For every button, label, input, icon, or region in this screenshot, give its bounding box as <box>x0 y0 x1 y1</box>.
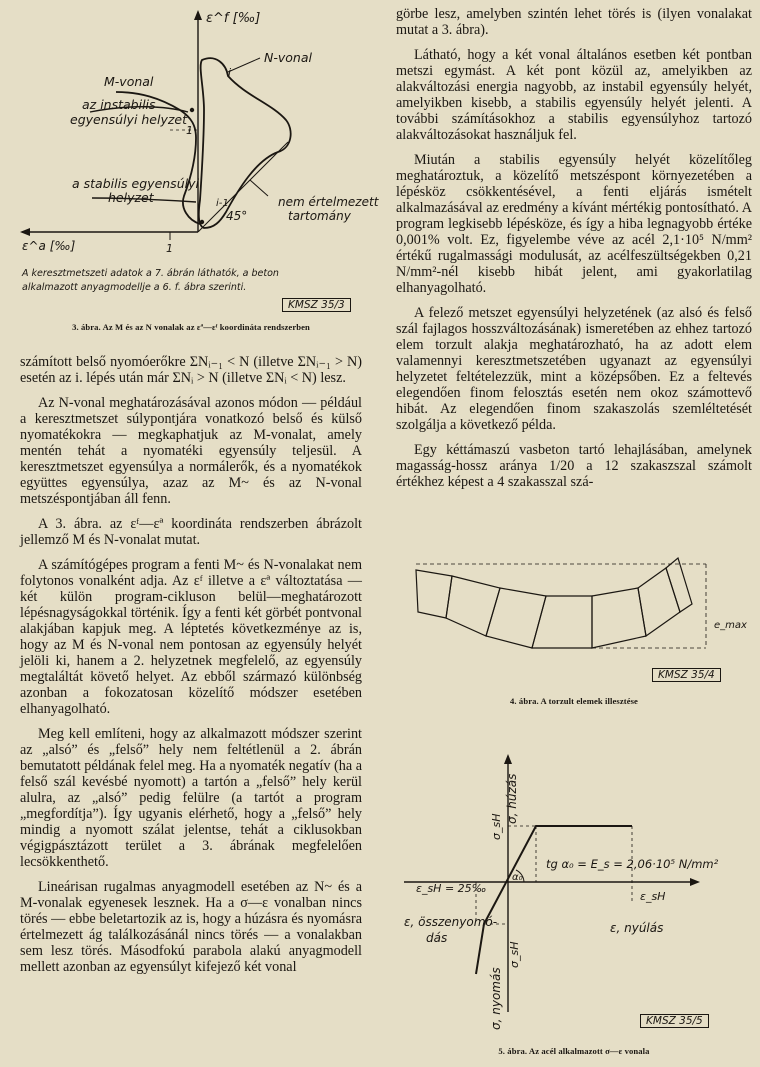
fig5-sigma-down-label: σ, nyomás <box>489 967 503 1030</box>
left-paragraph-4: A számítógépes program a fenti M~ és N-vonalakat nem folytonos vonalként adja. Az εᶠ illetve a εª változtatása — két külön program-cikluson belül—meghatározott lépésnagyságokkal történik. Így a fenti két görbét pontvonal alakjában kapjuk meg. A léptetés következménye az is, hogy az M és N-vonal nem pontosan az egyensúly helyét jelöli ki, hanem a 2. helyzetnek megfelelő, az egyensúly megtaláltát követő helyet. Az ebből származó különbség azonban a fokozatosan közelítő módszer esetében elhanyagolható. <box>20 557 362 717</box>
fig5-eps-sh-right: ε_sH <box>640 890 666 903</box>
fig4-code-box: KMSZ 35/4 <box>652 668 721 682</box>
fig3-instabil-label-2: egyensúlyi helyzet <box>70 112 188 127</box>
fig5-formula: tg α₀ = E_s = 2,06·10⁵ N/mm² <box>546 857 719 871</box>
fig3-note-2: alkalmazott anyagmodellje a 6. f. ábra szerinti. <box>22 282 247 293</box>
fig5-code-box: KMSZ 35/5 <box>640 1014 709 1028</box>
fig3-caption: 3. ábra. Az M és az N vonalak az εª—εᶠ koordináta rendszerben <box>72 322 310 332</box>
right-paragraph-4: A felező metszet egyensúlyi helyzetének (az alsó és felső szál fajlagos hosszváltozásának) ismeretében az ehhez tartozó elem torzult alakja meghatározható, ha az adott elem valamennyi keresztmetszetében ugyanazt az egyensúlyi helyzetet feltételezzük, mint a középsőben. Ez a feltevés elegendően finom felosztás esetén nem okoz számottevő hibát. Az elegendően finom szakaszolás szemléltetését szolgálja a következő példa. <box>396 305 752 433</box>
fig4-caption: 4. ábra. A torzult elemek illesztése <box>510 696 638 706</box>
fig3-tick-one-y: 1 <box>186 124 193 137</box>
fig3-axis-x-label: ε^a [‰] <box>22 239 76 253</box>
left-paragraph-6: Lineárisan rugalmas anyagmodell esetében az N~ és a M-vonalak egyenesek lesznek. Ha a σ—ε vonalban nincs törés — ebbe beletartozik az is, hogy a húzásra és nyomásra értelmezett ág találkozásánál nincs törés — a vonalakban sem lesz törés. Másodfokú parabola alakú anyagmodell mellett azonban az egyensúlyt kifejező két vonal <box>20 879 362 975</box>
right-paragraph-3: Miután a stabilis egyensúly helyét közelítőleg meghatároztuk, a közelítő metszéspont környezetében a lépésköz csökkentésével, a fenti eljárás ismételt alkalmazásával az eredmény a kívánt mértékig pontosítható. A program legkisebb lépésköze, és így a hiba legnagyobb értéke 0,001% volt. Ez, figyelembe véve az acél 2,1·10⁵ N/mm² értékű rugalmassági modulusát, az acélfeszültségekben 0,21 N/mm²-nél kisebb hibát jelent, ami gyakorlatilag elhanyagolható. <box>396 152 752 296</box>
fig5-sigma-sh-bottom: σ_sH <box>508 941 521 968</box>
figure-3-diagram <box>20 0 379 318</box>
fig3-tick-one-x: 1 <box>166 242 173 255</box>
fig4-emax-label: e_max <box>714 620 747 631</box>
right-paragraph-2: Látható, hogy a két vonal általános esetben két pontban metszi egymást. A két pont közül az, amelyikben az alakváltozási energia nagyobb, az instabil egyensúly helyét, amelyikben kisebb, a stabilis egyensúly helyét jelenti. A további számításokhoz a stabilis egyensúlyhoz tartozó alakváltozásokat használjuk fel. <box>396 47 752 143</box>
fig3-stabil-label-1: a stabilis egyensúlyi <box>72 176 199 191</box>
left-paragraph-3: A 3. ábra. az εᶠ—εª koordináta rendszerben ábrázolt jellemző M és N-vonalat mutat. <box>20 516 362 548</box>
fig5-caption: 5. ábra. Az acél alkalmazott σ—ε vonala <box>498 1046 650 1056</box>
fig5-eps-left-label-2: dás <box>426 931 448 945</box>
right-paragraph-5: Egy kéttámaszú vasbeton tartó lehajlásában, amelynek magasság-hossz aránya 1/20 a 12 szakaszszal számolt értékhez képest a 4 szakasszal szá- <box>396 442 752 490</box>
fig5-eps-sh-left: ε_sH = 25‰ <box>416 882 487 895</box>
fig3-nem-ertelmezett-2: tartomány <box>288 209 351 223</box>
fig5-sigma-up-label: σ, húzás <box>505 773 519 824</box>
fig5-alpha-label: α₀ <box>512 872 523 883</box>
left-paragraph-5: Meg kell említeni, hogy az alkalmazott módszer szerint az „alsó” és „felső” hely nem feltétlenül a 2. ábrán bemutatott példának felel meg. Ha a nyomaték negatív (ha a felső szál kevésbé nyomott) a tartón a „felső” hely kerül alulra, az „alsó” pedig felülre (a tartót a program „megfordítja”). Így ugyanis elérhető, hogy a „felső” hely mindig a nyomott szálat jelentse, tehát a ciklusokban végigpásztázott terület a 3. ábrának megfelelően lecsökkenthető. <box>20 726 362 870</box>
fig3-instabil-label-1: az instabilis <box>82 97 156 112</box>
fig3-axis-y-label: ε^f [‰] <box>206 11 261 26</box>
fig5-eps-left-label-1: ε, összenyomó- <box>404 915 498 929</box>
fig3-code-box: KMSZ 35/3 <box>282 298 351 312</box>
right-body <box>396 6 752 490</box>
fig3-m-vonal-label: M-vonal <box>104 74 154 89</box>
fig3-n-vonal-label: N-vonal <box>264 50 312 65</box>
left-body <box>20 354 362 975</box>
fig3-stabil-label-2: helyzet <box>108 190 154 205</box>
left-paragraph-1: számított belső nyomóerőkre ΣNᵢ₋₁ < N (illetve ΣNᵢ₋₁ > N) esetén az i. lépés után már ΣNᵢ > N (illetve ΣNᵢ < N) lesz. <box>20 354 362 386</box>
fig3-note-1: A keresztmetszeti adatok a 7. ábrán láthatók, a beton <box>22 268 279 279</box>
figure-5-diagram <box>396 712 752 1042</box>
fig5-sigma-sh-top: σ_sH <box>490 813 503 840</box>
fig3-nem-ertelmezett-1: nem értelmezett <box>278 195 379 209</box>
fig3-angle-label: 45° <box>226 209 248 223</box>
fig3-mark-i-minus: i-1 <box>216 198 229 209</box>
left-paragraph-2: Az N-vonal meghatározásával azonos módon — például a keresztmetszet súlypontjára vonatkozó belső és külső nyomatékokra — megkaphatjuk az M-vonalat, amely mentén tehát a nyomatéki egyensúly teljesül. A keresztmetszet egyensúlya a normálerők, és a nyomatékok együttes egyensúlya, azaz az M~ és az N-vonal metszéspontjában áll fenn. <box>20 395 362 507</box>
fig5-eps-right-label: ε, nyúlás <box>610 921 664 935</box>
right-paragraph-1: görbe lesz, amelyben szintén lehet törés is (ilyen vonalakat mutat a 3. ábra). <box>396 6 752 38</box>
fig3-mark-i: i <box>228 66 232 79</box>
